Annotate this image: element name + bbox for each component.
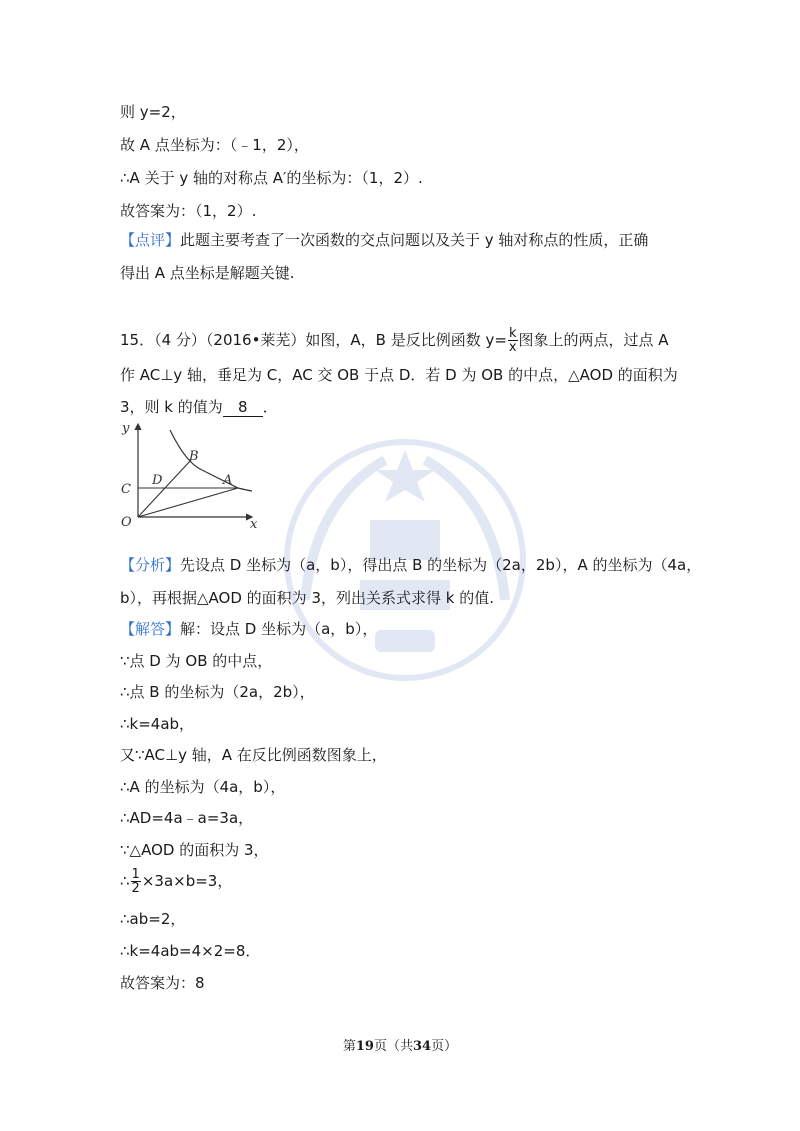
page-footer	[0, 1035, 800, 1054]
solution-text: ∴	[120, 872, 130, 890]
analysis-text: 先设点 D 坐标为（a，b），得出点 B 的坐标为（2a，2b），A 的坐标为（4a，	[180, 556, 702, 574]
question-text: ．	[262, 398, 278, 416]
label-x: x	[250, 517, 258, 532]
question-line	[120, 327, 669, 354]
page-number: 19	[355, 1039, 374, 1054]
text-line: ∴A 关于 y 轴的对称点 A′的坐标为：（1，2）.	[120, 169, 423, 187]
solution-text: ×3a×b=3，	[141, 872, 233, 890]
solution-line: ∴AD=4a﹣a=3a，	[120, 809, 254, 827]
analysis-line: b），再根据△AOD 的面积为 3，列出关系式求得 k 的值.	[120, 589, 494, 607]
comment-tag: 【点评】	[120, 231, 181, 249]
fraction-numerator: 1	[131, 867, 140, 882]
label-o: O	[121, 515, 132, 530]
question-text: 15．（4 分）（2016•莱芜）如图，A，B 是反比例函数 y=	[120, 331, 507, 349]
solution-line: 故答案为：8	[120, 974, 205, 992]
fraction-one-half	[131, 868, 141, 895]
footer-text: 页）	[431, 1039, 458, 1054]
answer-blank: 8	[223, 398, 263, 417]
footer-text: 第	[342, 1039, 356, 1054]
hyperbola-curve	[170, 430, 252, 491]
fraction-numerator: k	[508, 326, 517, 341]
text-line: 故 A 点坐标为：（﹣1，2），	[120, 136, 309, 154]
question-line: 作 AC⊥y 轴，垂足为 C，AC 交 OB 于点 D．若 D 为 OB 的中点，△AOD 的面积为	[120, 366, 678, 384]
comment-line	[120, 230, 648, 250]
label-d: D	[152, 473, 163, 488]
solution-line	[120, 619, 377, 639]
solution-tag: 【解答】	[120, 620, 181, 638]
label-c: C	[121, 482, 131, 497]
label-y: y	[122, 421, 130, 436]
solution-line: ∴k=4ab=4×2=8．	[120, 942, 261, 960]
label-a: A	[223, 473, 233, 488]
solution-line: ∵点 D 为 OB 的中点，	[120, 652, 273, 670]
analysis-line	[120, 555, 701, 575]
total-pages: 34	[413, 1039, 432, 1054]
solution-line: ∴k=4ab，	[120, 715, 195, 733]
text-line: 则 y=2，	[120, 103, 186, 121]
function-graph	[112, 418, 272, 542]
fraction-denominator: x	[508, 340, 517, 355]
question-text: 图象上的两点，过点 A	[518, 331, 669, 349]
solution-line	[120, 868, 232, 895]
solution-text: 解：设点 D 坐标为（a，b），	[180, 620, 378, 638]
solution-line: ∴点 B 的坐标为（2a，2b），	[120, 683, 315, 701]
label-b: B	[189, 449, 199, 464]
text-line: 得出 A 点坐标是解题关键.	[120, 264, 295, 282]
question-line	[120, 397, 278, 417]
solution-line: ∴A 的坐标为（4a，b），	[120, 778, 286, 796]
footer-text: 页（共	[373, 1039, 413, 1054]
fraction-k-over-x	[508, 327, 518, 354]
comment-text: 此题主要考查了一次函数的交点问题以及关于 y 轴对称点的性质，正确	[180, 231, 649, 249]
text-line: 故答案为：（1，2）.	[120, 202, 257, 220]
solution-line: ∵△AOD 的面积为 3，	[120, 841, 269, 859]
solution-line: ∴ab=2，	[120, 910, 186, 928]
analysis-tag: 【分析】	[120, 556, 181, 574]
fraction-denominator: 2	[131, 881, 140, 896]
question-text: 3，则 k 的值为	[120, 398, 223, 416]
solution-line: 又∵AC⊥y 轴，A 在反比例函数图象上，	[120, 746, 387, 764]
segment-oa	[138, 488, 238, 517]
